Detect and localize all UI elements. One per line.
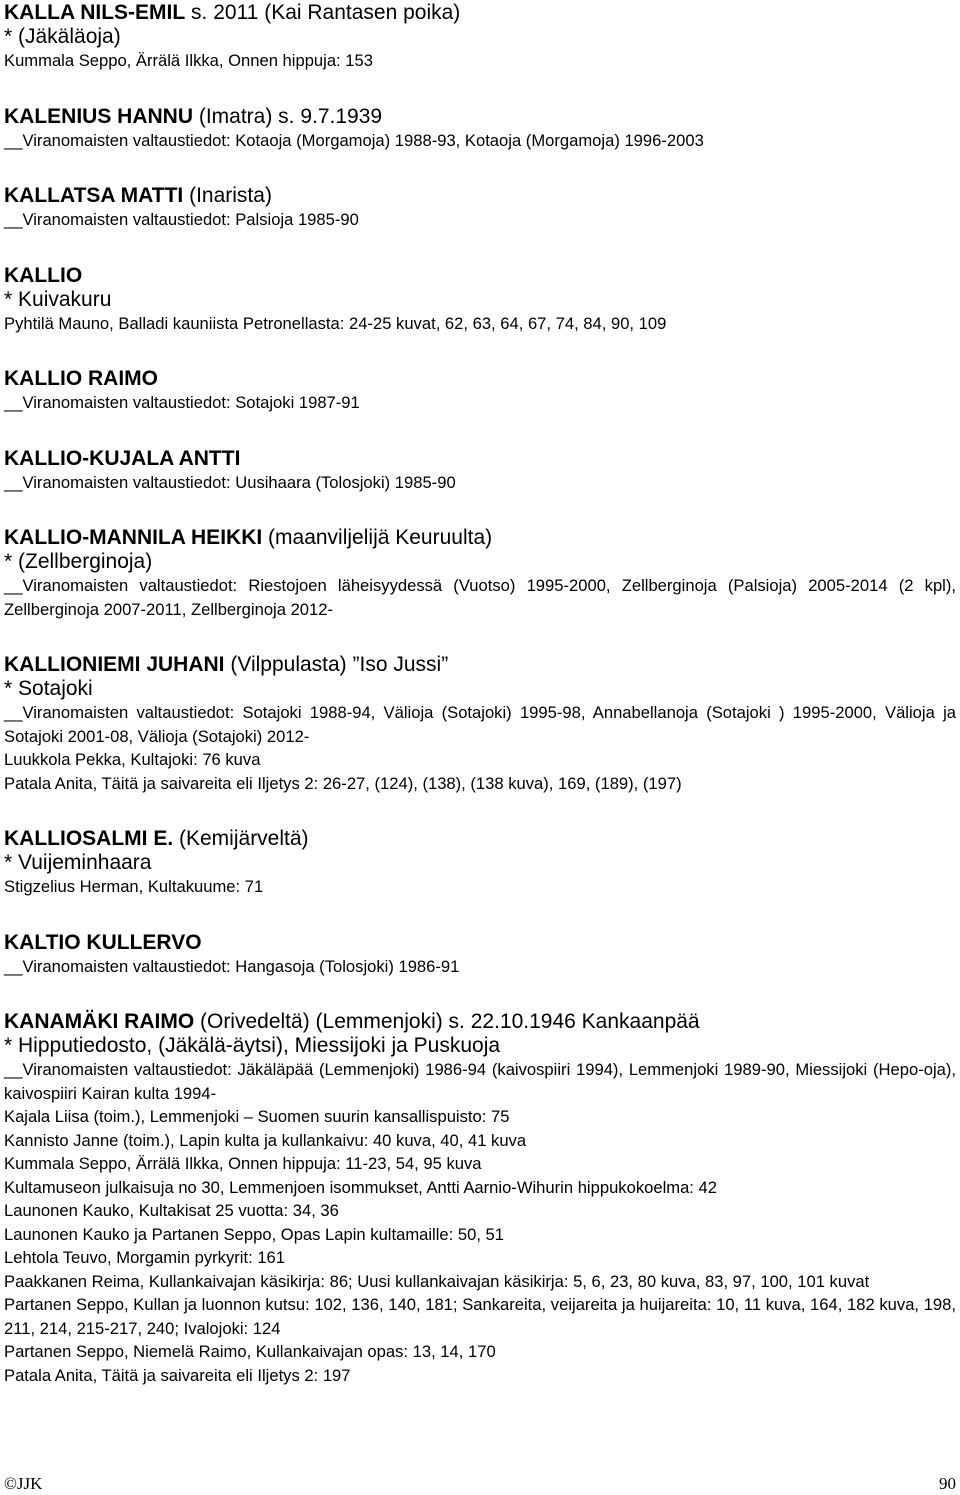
entry-kalliosalmi-e	[4, 826, 956, 899]
entry-name: KALLIONIEMI JUHANI	[4, 653, 225, 676]
reference-line: Lehtola Teuvo, Morgamin pyrkyrit: 161	[4, 1248, 286, 1267]
entry-heading-details: (Orivedeltä) (Lemmenjoki) s. 22.10.1946 Kankaanpää	[194, 1010, 700, 1033]
entry-heading	[4, 104, 956, 129]
entry-kallatsa-matti	[4, 183, 956, 232]
entry-heading-details: (Inarista)	[183, 184, 272, 207]
reference-line: Partanen Seppo, Kullan ja luonnon kutsu: 102, 136, 140, 181; Sankareita, veijareita ja huijareita: 10, 11 kuva, 164, 182 kuva, 198, 211, 214, 215-217, 240; Ivalojoki: 124	[4, 1295, 956, 1338]
entry-heading	[4, 366, 956, 391]
spacer	[4, 335, 956, 366]
entry-name: KALLIO-KUJALA ANTTI	[4, 446, 241, 470]
spacer	[4, 795, 956, 826]
entry-heading-details: s. 2011 (Kai Rantasen poika)	[185, 1, 461, 24]
reference-line: __Viranomaisten valtaustiedot: Sotajoki 1987-91	[4, 393, 360, 412]
entry-heading	[4, 263, 956, 288]
reference-line: Patala Anita, Täitä ja saivareita eli Iljetys 2: 26-27, (124), (138), (138 kuva), 169, (189), (197)	[4, 773, 682, 793]
reference-line: Kannisto Janne (toim.), Lapin kulta ja kullankaivu: 40 kuva, 40, 41 kuva	[4, 1130, 527, 1150]
copyright-notice: ©JJK	[4, 1474, 43, 1493]
entry-heading	[4, 826, 956, 851]
entry-location: * Hipputiedosto, (Jäkälä-äytsi), Miessijoki ja Puskuoja	[4, 1034, 501, 1057]
entry-kallio-mannila-heikki	[4, 525, 956, 621]
entry-heading	[4, 446, 956, 471]
reference-line: __Viranomaisten valtaustiedot: Hangasoja (Tolosjoki) 1986-91	[4, 956, 460, 976]
reference-line: Luukkola Pekka, Kultajoki: 76 kuva	[4, 750, 261, 769]
entry-name: KALLA NILS-EMIL	[4, 1, 186, 24]
reference-line: __Viranomaisten valtaustiedot: Sotajoki 1988-94, Välioja (Sotajoki) 1995-98, Annabellanoja (Sotajoki ) 1995-2000, Välioja ja Sotajoki 2001-08, Välioja (Sotajoki) 2012-	[4, 703, 956, 746]
entry-heading	[4, 525, 956, 550]
entry-kallio-kujala-antti	[4, 446, 956, 495]
entry-name: KANAMÄKI RAIMO	[4, 1010, 195, 1033]
entry-kalenius-hannu	[4, 104, 956, 153]
entry-kaltio-kullervo	[4, 930, 956, 979]
reference-line: __Viranomaisten valtaustiedot: Uusihaara (Tolosjoki) 1985-90	[4, 472, 456, 492]
entry-heading	[4, 1009, 956, 1034]
entry-location: * Vuijeminhaara	[4, 851, 152, 874]
entry-heading	[4, 0, 956, 25]
entry-name: KALLIO RAIMO	[4, 367, 158, 390]
page-footer	[4, 1473, 956, 1495]
spacer	[4, 73, 956, 104]
document-page	[4, 0, 956, 1387]
entry-name: KALLIO	[4, 263, 83, 287]
entry-name: KALENIUS HANNU	[4, 104, 193, 128]
reference-line: __Viranomaisten valtaustiedot: Palsioja 1985-90	[4, 210, 359, 229]
entry-heading-details: (Vilppulasta) ”Iso Jussi”	[224, 653, 449, 676]
spacer	[4, 152, 956, 183]
entry-name: KALTIO KULLERVO	[4, 930, 202, 954]
entry-heading-details: (maanviljelijä Keuruulta)	[262, 526, 493, 549]
reference-line: Kajala Liisa (toim.), Lemmenjoki – Suomen suurin kansallispuisto: 75	[4, 1107, 510, 1126]
reference-line: Paakkanen Reima, Kullankaivajan käsikirja: 86; Uusi kullankaivajan käsikirja: 5, 6, 23, 80 kuva, 83, 97, 100, 101 kuvat	[4, 1271, 870, 1291]
entry-name: KALLIO-MANNILA HEIKKI	[4, 526, 263, 549]
reference-line: Launonen Kauko ja Partanen Seppo, Opas Lapin kultamaille: 50, 51	[4, 1224, 505, 1244]
entry-kallio-raimo	[4, 366, 956, 415]
entry-heading	[4, 652, 956, 677]
entry-heading-details: (Kemijärveltä)	[173, 827, 309, 850]
spacer	[4, 494, 956, 525]
reference-line: __Viranomaisten valtaustiedot: Kotaoja (Morgamoja) 1988-93, Kotaoja (Morgamoja) 1996-2003	[4, 130, 704, 150]
reference-line: Kultamuseon julkaisuja no 30, Lemmenjoen isommukset, Antti Aarnio-Wihurin hippukokoelma: 42	[4, 1177, 717, 1197]
entry-kanamaki-raimo	[4, 1009, 956, 1387]
entry-location: * Sotajoki	[4, 677, 93, 700]
spacer	[4, 978, 956, 1009]
spacer	[4, 415, 956, 446]
spacer	[4, 899, 956, 930]
reference-line: Patala Anita, Täitä ja saivareita eli Iljetys 2: 197	[4, 1365, 351, 1385]
spacer	[4, 621, 956, 652]
entry-heading	[4, 183, 956, 208]
entry-kalla-nils-emil	[4, 0, 956, 73]
reference-line: Kummala Seppo, Ärrälä Ilkka, Onnen hippuja: 153	[4, 51, 373, 70]
reference-line: Partanen Seppo, Niemelä Raimo, Kullankaivajan opas: 13, 14, 170	[4, 1342, 496, 1361]
entry-location: * (Zellberginoja)	[4, 550, 153, 573]
reference-line: Kummala Seppo, Ärrälä Ilkka, Onnen hippuja: 11-23, 54, 95 kuva	[4, 1154, 482, 1173]
reference-line: __Viranomaisten valtaustiedot: Riestojoen läheisyydessä (Vuotso) 1995-2000, Zellberginoja (Palsioja) 2005-2014 (2 kpl), Zellberginoja 2007-2011, Zellberginoja 2012-	[4, 576, 956, 619]
spacer	[4, 232, 956, 263]
entry-name: KALLATSA MATTI	[4, 184, 184, 207]
entry-kallioniemi-juhani	[4, 652, 956, 795]
reference-line: Pyhtilä Mauno, Balladi kauniista Petronellasta: 24-25 kuvat, 62, 63, 64, 67, 74, 84, 90, 109	[4, 313, 667, 333]
reference-line: __Viranomaisten valtaustiedot: Jäkäläpää (Lemmenjoki) 1986-94 (kaivospiiri 1994), Lemmenjoki 1989-90, Miessijoki (Hepo-oja), kaivospiiri Kairan kulta 1994-	[4, 1060, 956, 1103]
page-number: 90	[939, 1474, 956, 1493]
entry-location: * (Jäkäläoja)	[4, 25, 121, 48]
entry-name: KALLIOSALMI E.	[4, 827, 174, 850]
reference-line: Launonen Kauko, Kultakisat 25 vuotta: 34, 36	[4, 1201, 339, 1220]
entry-heading-details: (Imatra) s. 9.7.1939	[193, 104, 383, 128]
entry-kallio	[4, 263, 956, 336]
entry-location: * Kuivakuru	[4, 287, 112, 311]
entry-heading	[4, 930, 956, 955]
reference-line: Stigzelius Herman, Kultakuume: 71	[4, 877, 264, 896]
